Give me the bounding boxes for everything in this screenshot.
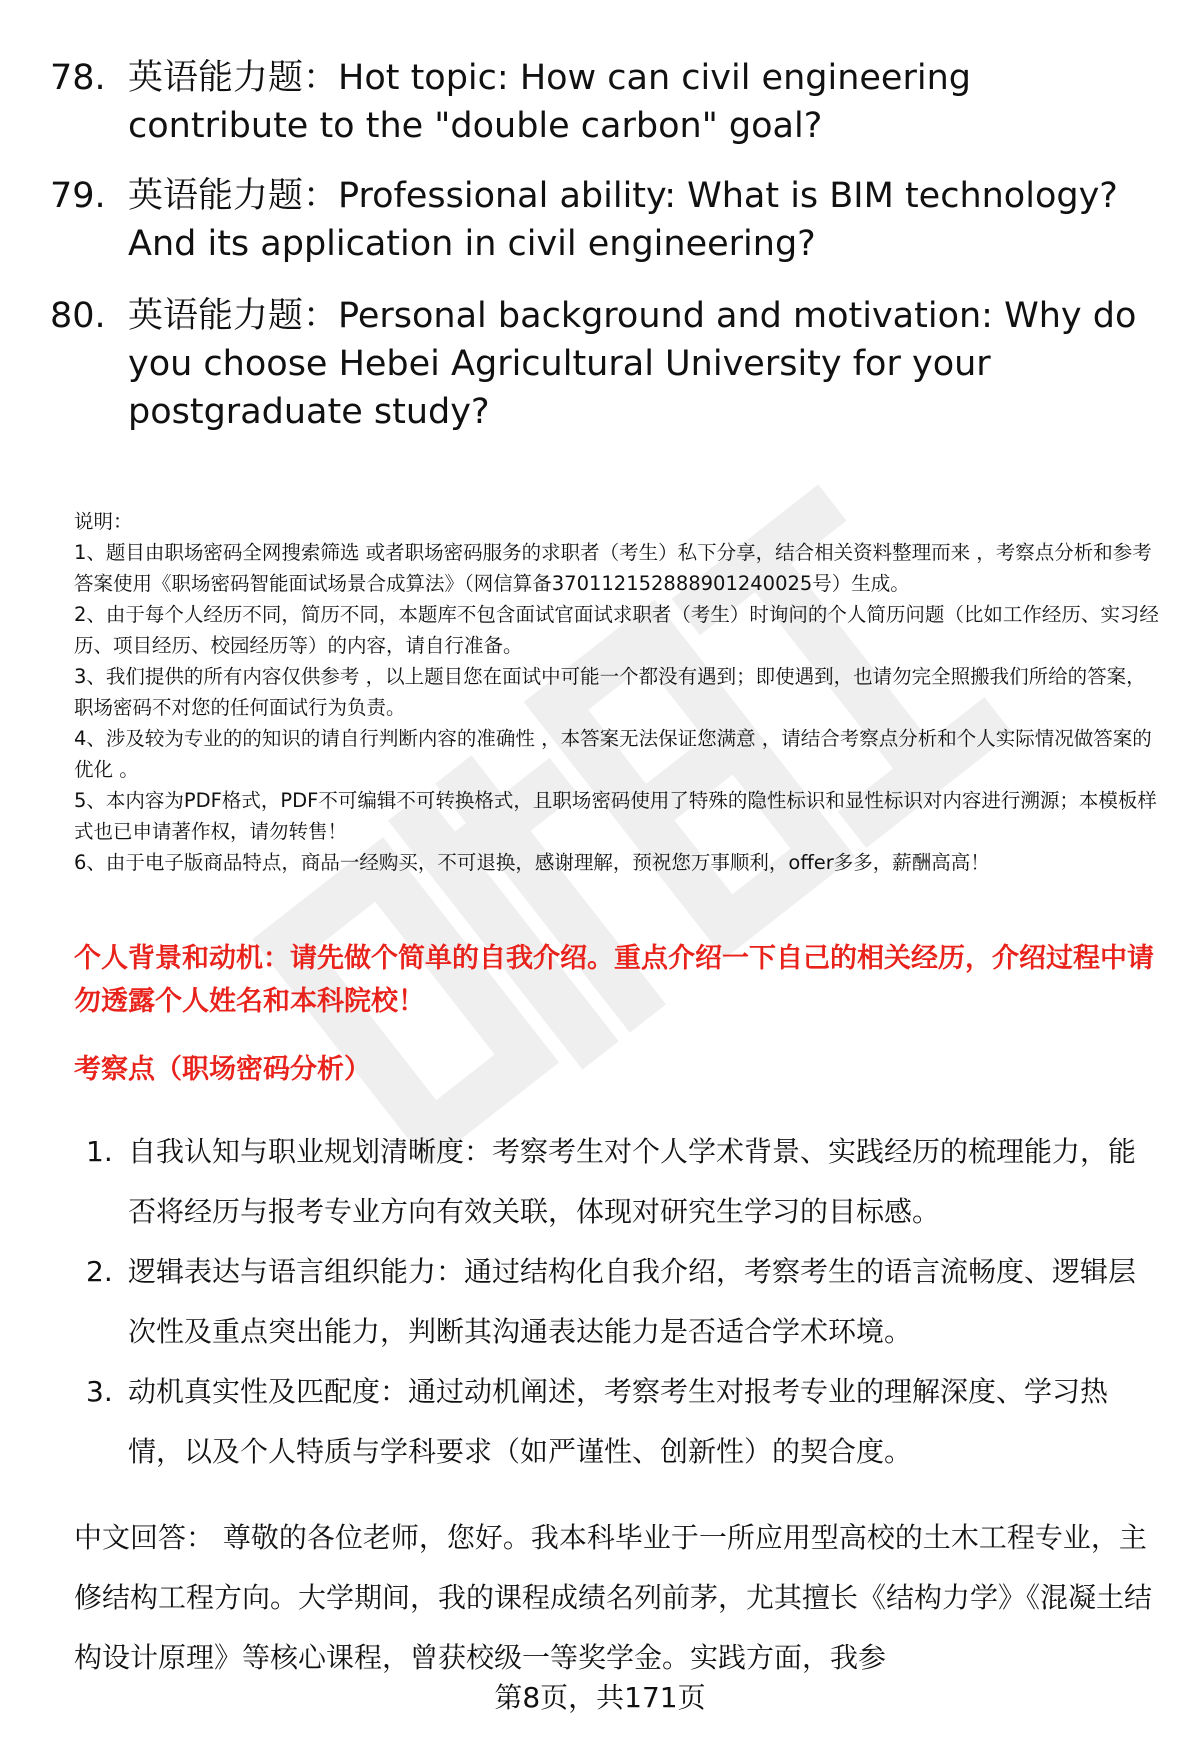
main-question: 个人背景和动机：请先做个简单的自我介绍。重点介绍一下自己的相关经历，介绍过程中请勿透露个人姓名和本科院校！ (74, 943, 1154, 1017)
question-number: 80. (50, 296, 106, 336)
note-item: 4、涉及较为专业的的知识的请自行判断内容的准确性 ，本答案无法保证您满意 ，请结合考察点分析和个人实际情况做答案的优化 。 (74, 727, 1152, 781)
question-item (50, 172, 1160, 268)
analysis-point (86, 1242, 1146, 1362)
question-item (50, 54, 1160, 150)
notes-title: 说明： (74, 510, 133, 533)
note-item: 3、我们提供的所有内容仅供参考 ，以上题目您在面试中可能一个都没有遇到；即使遇到，也请勿完全照搬我们所给的答案，职场密码不对您的任何面试行为负责。 (74, 665, 1146, 719)
note-item: 1、题目由职场密码全网搜索筛选 或者职场密码服务的求职者（考生）私下分享，结合相关资料整理而来 ，考察点分析和参考答案使用《职场密码智能面试场景合成算法》（网信算备370112152888901240025号）生成。 (74, 541, 1152, 595)
note-item: 5、本内容为PDF格式，PDF不可编辑不可转换格式，且职场密码使用了特殊的隐性标识和显性标识对内容进行溯源；本模板样式也已申请著作权，请勿转售！ (74, 789, 1157, 843)
note-item: 6、由于电子版商品特点，商品一经购买，不可退换，感谢理解，预祝您万事顺利，offer多多，薪酬高高！ (74, 851, 990, 874)
analysis-point (86, 1362, 1146, 1482)
question-text: 英语能力题：Personal background and motivation: Why do you choose Hebei Agricultural University for your postgraduate study? (128, 296, 1137, 432)
point-text: 逻辑表达与语言组织能力：通过结构化自我介绍，考察考生的语言流畅度、逻辑层次性及重点突出能力，判断其沟通表达能力是否适合学术环境。 (128, 1255, 1137, 1348)
analysis-points (86, 1122, 1146, 1482)
point-number: 3. (86, 1375, 113, 1408)
notes-section (74, 506, 1164, 878)
question-number: 79. (50, 176, 106, 216)
question-text: 英语能力题：Hot topic: How can civil engineering contribute to the "double carbon" goal? (128, 58, 971, 146)
point-text: 动机真实性及匹配度：通过动机阐述，考察考生对报考专业的理解深度、学习热情，以及个人特质与学科要求（如严谨性、创新性）的契合度。 (128, 1375, 1109, 1468)
question-item (50, 292, 1160, 436)
question-number: 78. (50, 58, 106, 98)
page-number: 第8页，共171页 (494, 1681, 706, 1714)
point-number: 1. (86, 1135, 113, 1168)
point-text: 自我认知与职业规划清晰度：考察考生对个人学术背景、实践经历的梳理能力，能否将经历与报考专业方向有效关联，体现对研究生学习的目标感。 (128, 1135, 1137, 1228)
note-item: 2、由于每个人经历不同，简历不同，本题库不包含面试官面试求职者（考生）时询问的个人简历问题（比如工作经历、实习经历、项目经历、校园经历等）的内容，请自行准备。 (74, 603, 1159, 657)
analysis-point (86, 1122, 1146, 1242)
point-number: 2. (86, 1255, 113, 1288)
analysis-title: 考察点（职场密码分析） (74, 1054, 371, 1085)
question-text: 英语能力题：Professional ability: What is BIM technology? And its application in civil engineering? (128, 176, 1118, 264)
answer-text: 中文回答： 尊敬的各位老师，您好。我本科毕业于一所应用型高校的土木工程专业，主修结构工程方向。大学期间，我的课程成绩名列前茅，尤其擅长《结构力学》《混凝土结构设计原理》等核心课程，曾获校级一等奖学金。实践方面，我参 (74, 1521, 1153, 1674)
